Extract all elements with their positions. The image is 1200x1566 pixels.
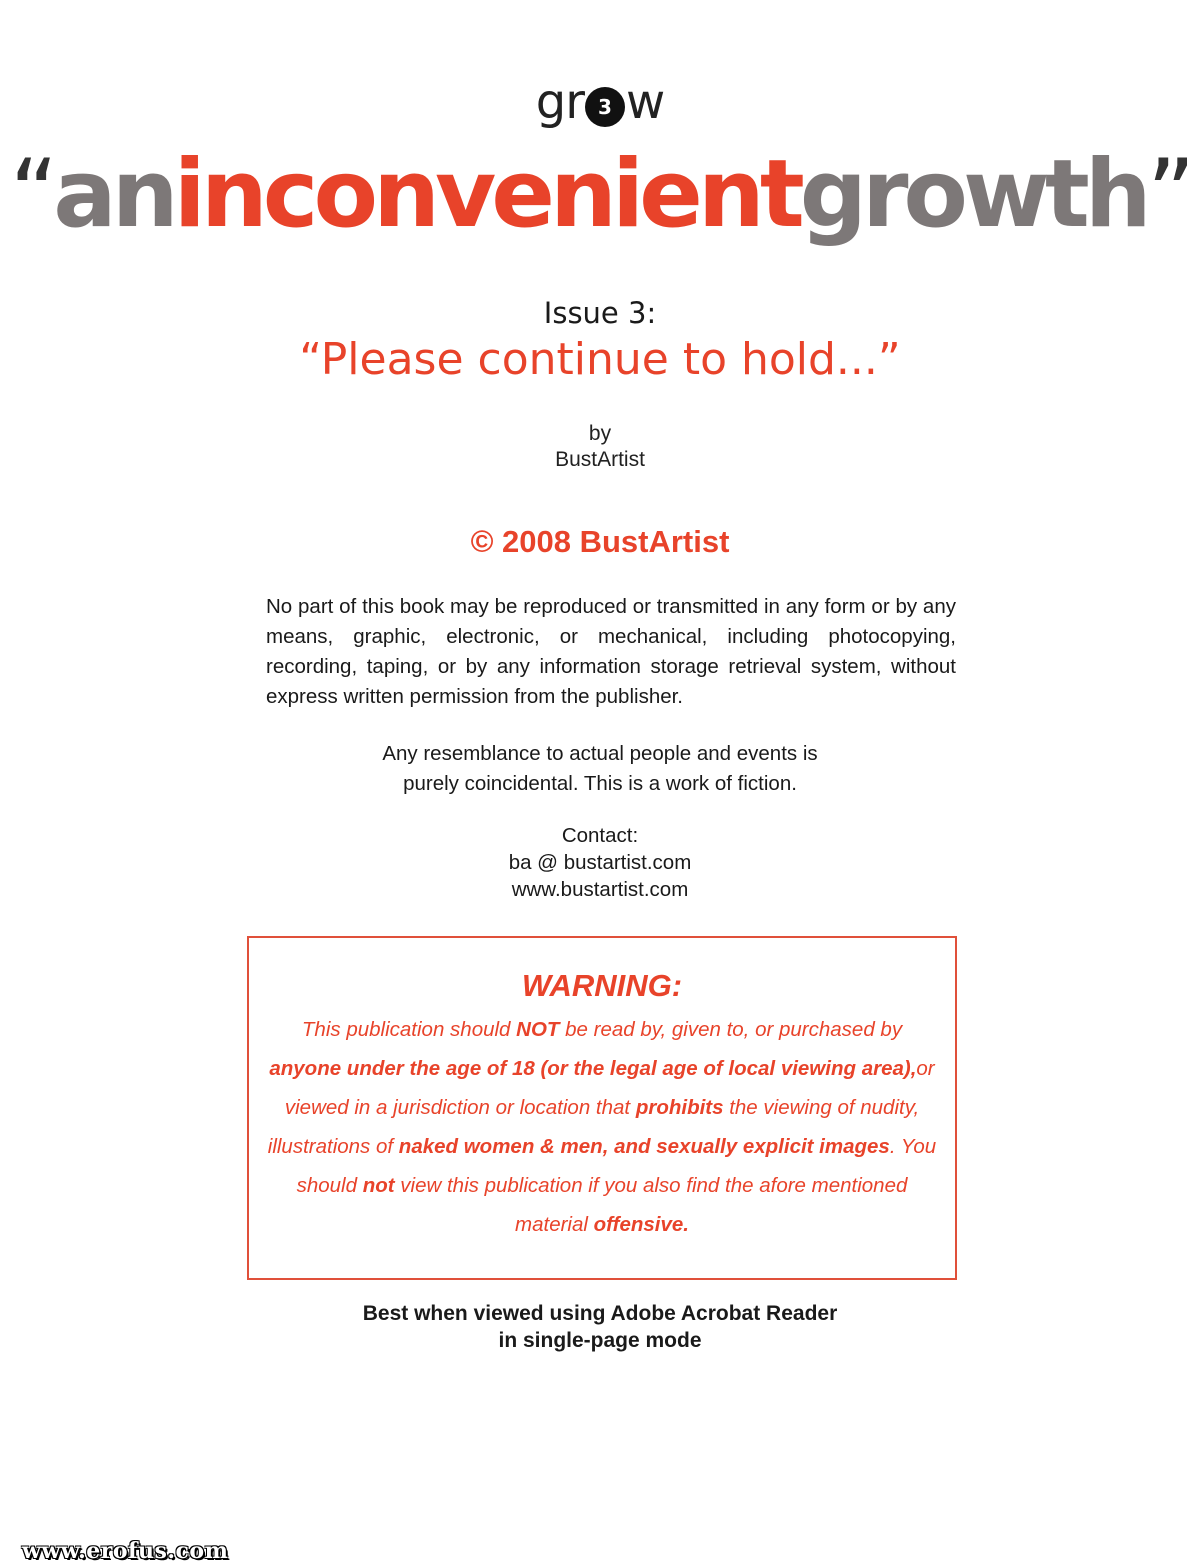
issue-subtitle: “Please continue to hold...”: [299, 334, 901, 385]
grow-logo: [0, 74, 1200, 130]
warning-segment: the viewing of nudity, illustrations of: [267, 1096, 920, 1158]
fiction-disclaimer: [0, 739, 1200, 799]
warning-emphasis: prohibits: [635, 1096, 724, 1119]
fiction-line-2: purely coincidental. This is a work of fiction.: [403, 772, 797, 795]
contact-block: [0, 822, 1200, 903]
warning-box: [247, 936, 957, 1280]
warning-segment: . You should: [296, 1135, 937, 1197]
byline-author: BustArtist: [555, 448, 645, 471]
contact-email: ba @ bustartist.com: [508, 851, 692, 874]
warning-emphasis: not: [362, 1174, 395, 1197]
issue-label: Issue 3:: [543, 296, 657, 330]
title-open-quote: “: [9, 140, 54, 249]
reader-note: [0, 1300, 1200, 1354]
byline: [0, 421, 1200, 473]
copyright-notice: © 2008 BustArtist: [470, 524, 730, 559]
warning-title: WARNING:: [521, 968, 683, 1003]
warning-segment: view this publication if you also find the afore mentioned material: [394, 1174, 908, 1236]
warning-emphasis: naked women & men, and sexually explicit images: [398, 1135, 890, 1158]
fiction-line-1: Any resemblance to actual people and events is: [382, 742, 818, 765]
title-part-growth: growth: [799, 140, 1147, 249]
warning-emphasis: NOT: [516, 1018, 560, 1041]
byline-by: by: [588, 422, 612, 445]
legal-notice: No part of this book may be reproduced or transmitted in any form or by any means, graphic, electronic, or mechanical, including photocopying, recording, taping, or by any information storage retrieval system, without express written permission from the publisher.: [266, 595, 956, 708]
title-part-an: an: [53, 140, 174, 249]
contact-website: www.bustartist.com: [511, 878, 689, 901]
main-title: [0, 140, 1200, 249]
logo-suffix: w: [625, 74, 665, 130]
title-part-inconvenient: inconvenient: [173, 140, 800, 249]
site-watermark: www.erofus.com: [22, 1538, 229, 1564]
logo-number-badge: 3: [585, 87, 625, 127]
warning-emphasis: anyone under the age of 18 (or the legal age of local viewing area),: [269, 1057, 917, 1080]
logo-prefix: gr: [535, 74, 584, 130]
warning-segment: be read by, given to, or purchased by: [559, 1018, 903, 1041]
title-close-quote: ”: [1146, 140, 1191, 249]
warning-text: [267, 1010, 937, 1244]
warning-segment: or viewed in a jurisdiction or location that: [284, 1057, 935, 1119]
reader-note-line-1: Best when viewed using Adobe Acrobat Reader: [362, 1302, 838, 1325]
warning-segment: This publication should: [301, 1018, 517, 1041]
warning-emphasis: offensive.: [593, 1213, 689, 1236]
contact-label: Contact:: [561, 824, 639, 847]
reader-note-line-2: in single-page mode: [498, 1329, 702, 1352]
